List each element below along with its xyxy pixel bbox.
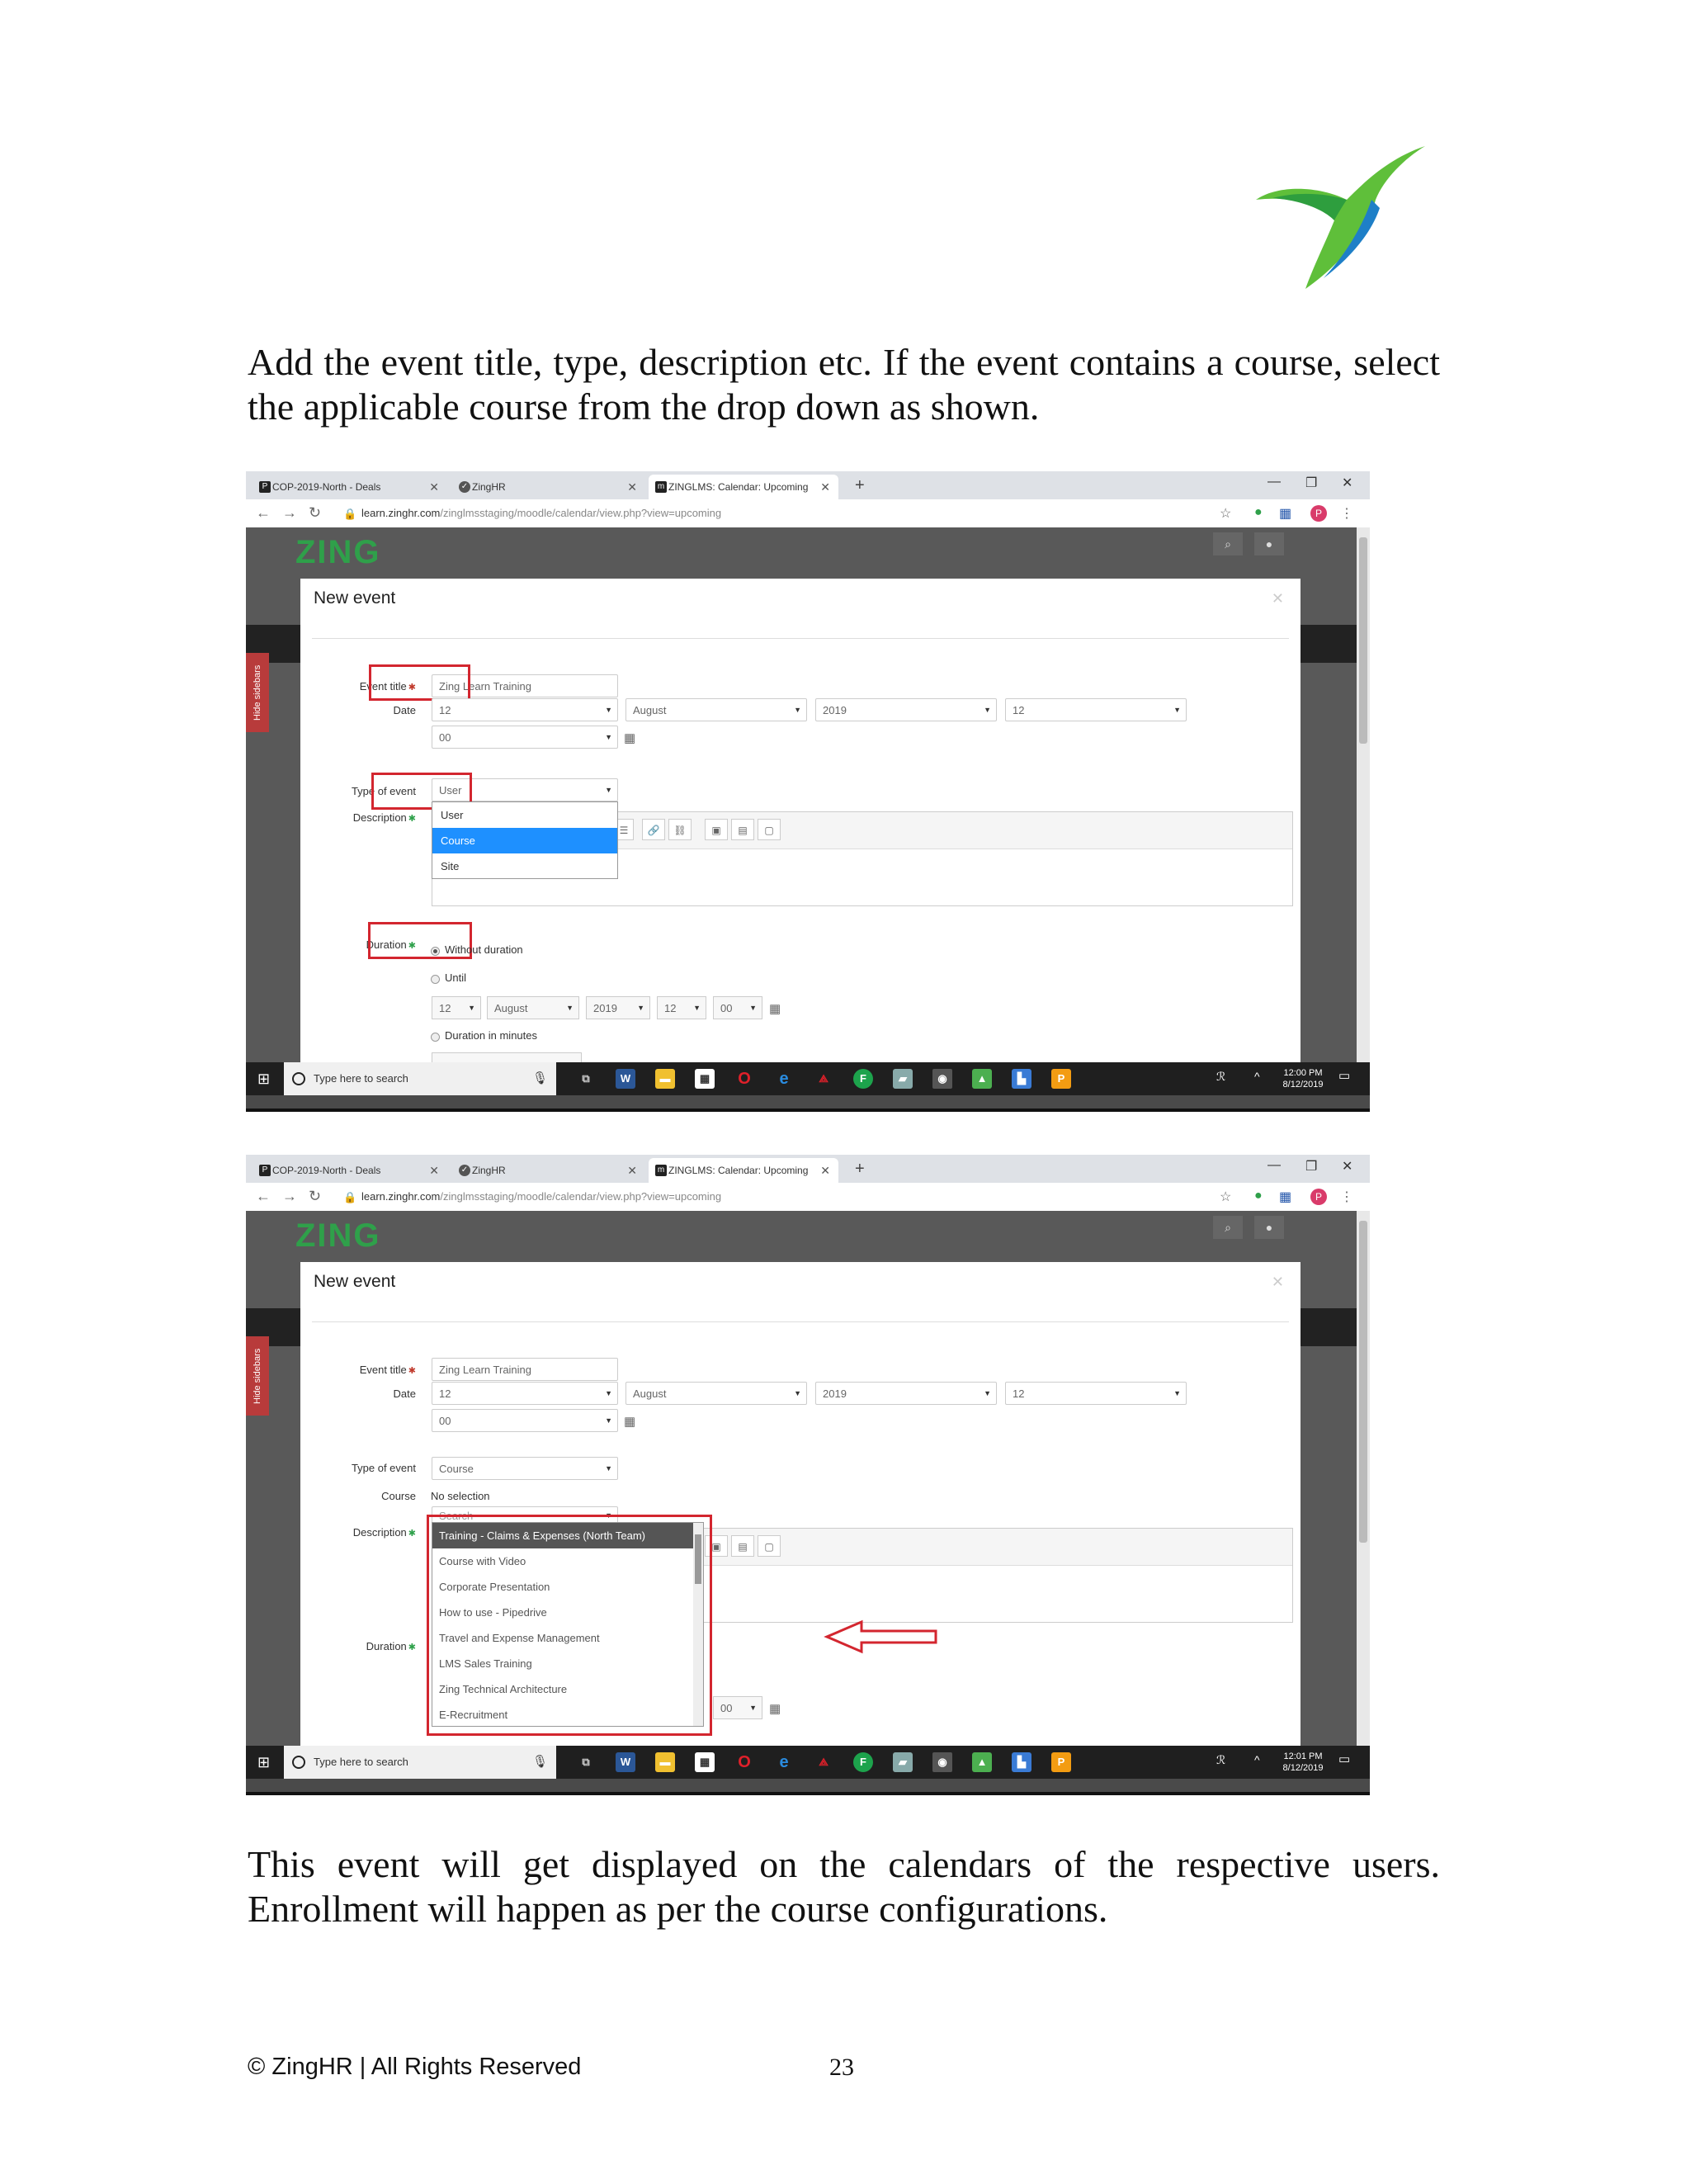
browser-tab-active[interactable]: m ZINGLMS: Calendar: Upcoming ✕ [649,1158,838,1183]
taskbar-search[interactable]: Type here to search 🎙 [284,1746,556,1779]
star-icon[interactable]: ☆ [1220,1190,1232,1204]
address-bar [246,1183,1370,1212]
edge-icon[interactable]: e [779,1753,789,1771]
back-icon[interactable]: ← [256,1188,271,1204]
extension-icon[interactable]: ▦ [1279,507,1292,521]
close-icon[interactable]: ✕ [1271,590,1284,607]
user-icon[interactable]: ● [1254,532,1284,555]
chevron-up-icon[interactable]: ^ [1254,1070,1260,1083]
day-select[interactable]: 12 ▼ [432,698,618,721]
task-view-icon[interactable]: ⧉ [582,1756,590,1768]
radio-label: Without duration [445,943,523,956]
radio-without-duration[interactable] [431,947,440,956]
search-icon [292,1756,305,1769]
search-icon[interactable]: ⌕ [1213,532,1243,555]
powerpoint-icon[interactable]: P [1051,1752,1071,1772]
until-month-select[interactable]: August ▼ [487,996,579,1019]
taskbar-search[interactable]: Type here to search 🎙 [284,1062,556,1095]
new-event-modal [300,1262,1301,1757]
intro-paragraph: Add the event title, type, description etc. If the event contains a course, select the applicable course from the drop down as shown. [248,341,1440,428]
radio-duration-minutes[interactable] [431,1033,440,1042]
calendar-icon[interactable]: ▦ [769,1702,781,1716]
user-icon[interactable]: ● [1254,1216,1284,1239]
browser-tab[interactable]: P COP-2019-North - Deals ✕ [253,1158,447,1183]
course-no-selection: No selection [431,1490,490,1502]
forward-icon[interactable]: → [282,504,297,521]
course-option[interactable]: Training - Claims & Expenses (North Team) [432,1523,703,1548]
close-icon[interactable]: ✕ [820,1164,830,1177]
app-icon[interactable]: ▰ [893,1752,913,1772]
minimize-icon[interactable]: — [1268,475,1281,489]
image-icon[interactable]: ▣ [705,1535,728,1557]
file-icon[interactable]: ▢ [758,1535,781,1557]
scrollbar[interactable] [1357,527,1370,1062]
file-icon[interactable]: ▢ [758,819,781,840]
reload-icon[interactable]: ↻ [309,1188,322,1204]
moodle-icon: m [655,1165,667,1176]
extension-icon[interactable]: ● [1254,505,1263,519]
app-icon[interactable]: F [853,1752,873,1772]
powerpoint-icon[interactable]: P [1051,1069,1071,1089]
url-field[interactable]: learn.zinghr.com/zinglmsstaging/moodle/calendar/view.php?view=upcoming [361,507,722,519]
browser-tab[interactable]: P COP-2019-North - Deals ✕ [253,475,447,499]
zing-logo: ZING [295,1217,381,1254]
photos-icon[interactable]: ▲ [972,1752,992,1772]
file-explorer-icon[interactable]: ▬ [655,1752,675,1772]
pipedrive-icon: P [259,481,271,493]
link-icon[interactable]: 🔗 [642,819,665,840]
media-icon[interactable]: ▤ [731,819,754,840]
duration-label: Duration ✱ [366,1640,416,1652]
footer-copyright: © ZingHR | All Rights Reserved [248,2054,582,2080]
pipedrive-icon: P [259,1165,271,1176]
year-select[interactable]: 2019 ▼ [815,698,997,721]
course-option[interactable]: E-Recruitment [439,1709,508,1721]
zinghr-icon: ✓ [459,1165,470,1176]
event-title-label: Event title ✱ [359,1364,416,1376]
app-icon[interactable]: ▙ [1012,1752,1031,1772]
app-icon[interactable]: F [853,1069,873,1089]
notifications-icon[interactable]: ▭ [1338,1752,1351,1766]
search-icon[interactable]: ⌕ [1213,1216,1243,1239]
extension-icon[interactable]: ▦ [1279,1190,1292,1204]
new-tab-icon[interactable]: + [855,1160,865,1178]
list-icon[interactable]: ☰ [614,819,634,840]
until-minute-select[interactable]: 00 ▼ [713,996,762,1019]
close-icon[interactable]: ✕ [429,480,439,494]
avatar[interactable]: P [1310,1189,1327,1205]
new-event-modal [300,579,1301,1074]
date-label: Date [393,1387,416,1400]
chrome-icon[interactable]: ◉ [932,1069,952,1089]
page-number: 23 [829,2054,854,2081]
course-search-input[interactable]: Search ▼ [432,1506,618,1525]
acrobat-icon[interactable]: ⟁ [819,1756,828,1768]
browser-tab[interactable]: ✓ ZingHR ✕ [452,475,645,499]
close-icon[interactable]: ✕ [627,480,637,494]
clock[interactable]: 12:00 PM 8/12/2019 [1282,1068,1324,1090]
store-icon[interactable]: ▦ [695,1752,715,1772]
duration-label: Duration ✱ [366,938,416,951]
radio-until[interactable] [431,975,440,984]
close-icon[interactable]: ✕ [627,1164,637,1177]
type-of-event-label: Type of event [351,1462,416,1474]
notifications-icon[interactable]: ▭ [1338,1069,1351,1083]
minimize-icon[interactable]: — [1268,1158,1281,1172]
course-option[interactable]: Travel and Expense Management [439,1632,600,1644]
address-bar [246,499,1370,528]
word-icon[interactable]: W [616,1752,635,1772]
minute-select[interactable]: 00 ▼ [432,1409,618,1432]
until-hour-select[interactable]: 12 ▼ [657,996,706,1019]
until-minute-select[interactable]: 00 ▼ [713,1696,762,1719]
app-icon[interactable]: ▙ [1012,1069,1031,1089]
clock[interactable]: 12:01 PM 8/12/2019 [1282,1751,1324,1773]
task-view-icon[interactable]: ⧉ [582,1072,590,1085]
zing-logo: ZING [295,534,381,570]
back-icon[interactable]: ← [256,504,271,521]
search-icon [292,1072,305,1085]
scrollbar[interactable] [1357,1211,1370,1746]
reload-icon[interactable]: ↻ [309,504,322,521]
month-select[interactable]: August ▼ [625,698,807,721]
date-label: Date [393,704,416,716]
day-select[interactable]: 12 ▼ [432,1382,618,1405]
description-label: Description ✱ [352,811,416,824]
close-icon[interactable]: ✕ [820,480,830,494]
store-icon[interactable]: ▦ [695,1069,715,1089]
star-icon[interactable]: ☆ [1220,507,1232,521]
calendar-icon[interactable]: ▦ [769,1002,781,1016]
chevron-up-icon[interactable]: ^ [1254,1753,1260,1766]
photos-icon[interactable]: ▲ [972,1069,992,1089]
close-window-icon[interactable]: ✕ [1342,1160,1353,1174]
close-window-icon[interactable]: ✕ [1342,476,1353,490]
media-icon[interactable]: ▤ [731,1535,754,1557]
type-of-event-select[interactable]: Course ▼ [432,1457,618,1480]
restore-icon[interactable]: ❐ [1305,1160,1318,1174]
acrobat-icon[interactable]: ⟁ [819,1072,828,1085]
radio-label: Duration in minutes [445,1029,537,1042]
windows-taskbar [246,1062,1370,1095]
menu-icon[interactable]: ⋮ [1340,1190,1353,1204]
lock-icon: 🔒 [343,508,357,520]
opera-icon[interactable]: O [738,1753,751,1771]
event-title-input[interactable]: Zing Learn Training [432,1358,618,1381]
url-field[interactable]: learn.zinghr.com/zinglmsstaging/moodle/calendar/view.php?view=upcoming [361,1190,722,1203]
screenshot-1 [246,471,1370,1112]
event-title-label: Event title ✱ [359,680,416,693]
minute-select[interactable]: 00 ▼ [432,726,618,749]
dropdown-option[interactable]: Site [441,860,460,872]
screenshot-2 [246,1155,1370,1795]
restore-icon[interactable]: ❐ [1305,476,1318,490]
image-icon[interactable]: ▣ [705,819,728,840]
course-option[interactable]: Zing Technical Architecture [439,1683,568,1695]
close-icon[interactable]: ✕ [429,1164,439,1177]
course-option[interactable]: LMS Sales Training [439,1657,532,1670]
year-select[interactable]: 2019 ▼ [815,1382,997,1405]
course-option[interactable]: Course with Video [439,1555,526,1567]
hide-sidebars-button[interactable]: Hide sidebars [246,653,269,732]
file-explorer-icon[interactable]: ▬ [655,1069,675,1089]
people-icon[interactable]: ℛ [1216,1753,1226,1766]
menu-icon[interactable]: ⋮ [1340,507,1353,521]
course-label: Course [381,1490,416,1502]
lock-icon: 🔒 [343,1191,357,1203]
forward-icon[interactable]: → [282,1188,297,1204]
modal-title: New event [314,589,396,607]
dropdown-option[interactable]: User [441,809,464,821]
chrome-icon[interactable]: ◉ [932,1752,952,1772]
edge-icon[interactable]: e [779,1070,789,1088]
extension-icon[interactable]: ● [1254,1189,1263,1203]
windows-start-icon[interactable]: ⊞ [257,1071,271,1087]
browser-tab-bar [246,1155,1370,1183]
type-of-event-label: Type of event [351,785,416,797]
calendar-icon[interactable]: ▦ [624,731,636,745]
moodle-icon: m [655,481,667,493]
course-option[interactable]: How to use - Pipedrive [439,1606,547,1619]
hummingbird-logo [1248,142,1429,291]
type-of-event-select[interactable]: User ▼ [432,778,618,801]
zinghr-icon: ✓ [459,481,470,493]
event-title-input[interactable]: Zing Learn Training [432,674,618,697]
microphone-icon[interactable]: 🎙 [531,1071,548,1085]
until-day-select[interactable]: 12 ▼ [432,996,481,1019]
word-icon[interactable]: W [616,1069,635,1089]
browser-tab-bar [246,471,1370,499]
new-tab-icon[interactable]: + [855,476,865,494]
type-of-event-dropdown [432,801,618,879]
radio-label: Until [445,971,467,984]
browser-tab[interactable]: ✓ ZingHR ✕ [452,1158,645,1183]
opera-icon[interactable]: O [738,1070,751,1088]
windows-taskbar [246,1746,1370,1779]
windows-start-icon[interactable]: ⊞ [257,1754,271,1770]
outro-paragraph: This event will get displayed on the calendars of the respective users. Enrollment will happen as per the course configurations. [248,1843,1440,1930]
close-icon[interactable]: ✕ [1271,1274,1284,1290]
annotation-box [369,664,470,701]
month-select[interactable]: August ▼ [625,1382,807,1405]
arrow-left-annotation [824,1619,939,1655]
app-icon[interactable]: ▰ [893,1069,913,1089]
avatar[interactable]: P [1310,505,1327,522]
microphone-icon[interactable]: 🎙 [531,1755,548,1769]
people-icon[interactable]: ℛ [1216,1070,1226,1083]
annotation-box [427,1515,712,1736]
browser-tab-active[interactable]: m ZINGLMS: Calendar: Upcoming ✕ [649,475,838,499]
unlink-icon[interactable]: ⛓ [668,819,692,840]
course-option[interactable]: Corporate Presentation [439,1581,550,1593]
hide-sidebars-button[interactable]: Hide sidebars [246,1336,269,1416]
hour-select[interactable]: 12 ▼ [1005,1382,1187,1405]
modal-title: New event [314,1272,396,1291]
until-year-select[interactable]: 2019 ▼ [586,996,650,1019]
hour-select[interactable]: 12 ▼ [1005,698,1187,721]
dropdown-option[interactable]: Course [432,828,617,853]
calendar-icon[interactable]: ▦ [624,1415,636,1429]
description-label: Description ✱ [352,1526,416,1539]
